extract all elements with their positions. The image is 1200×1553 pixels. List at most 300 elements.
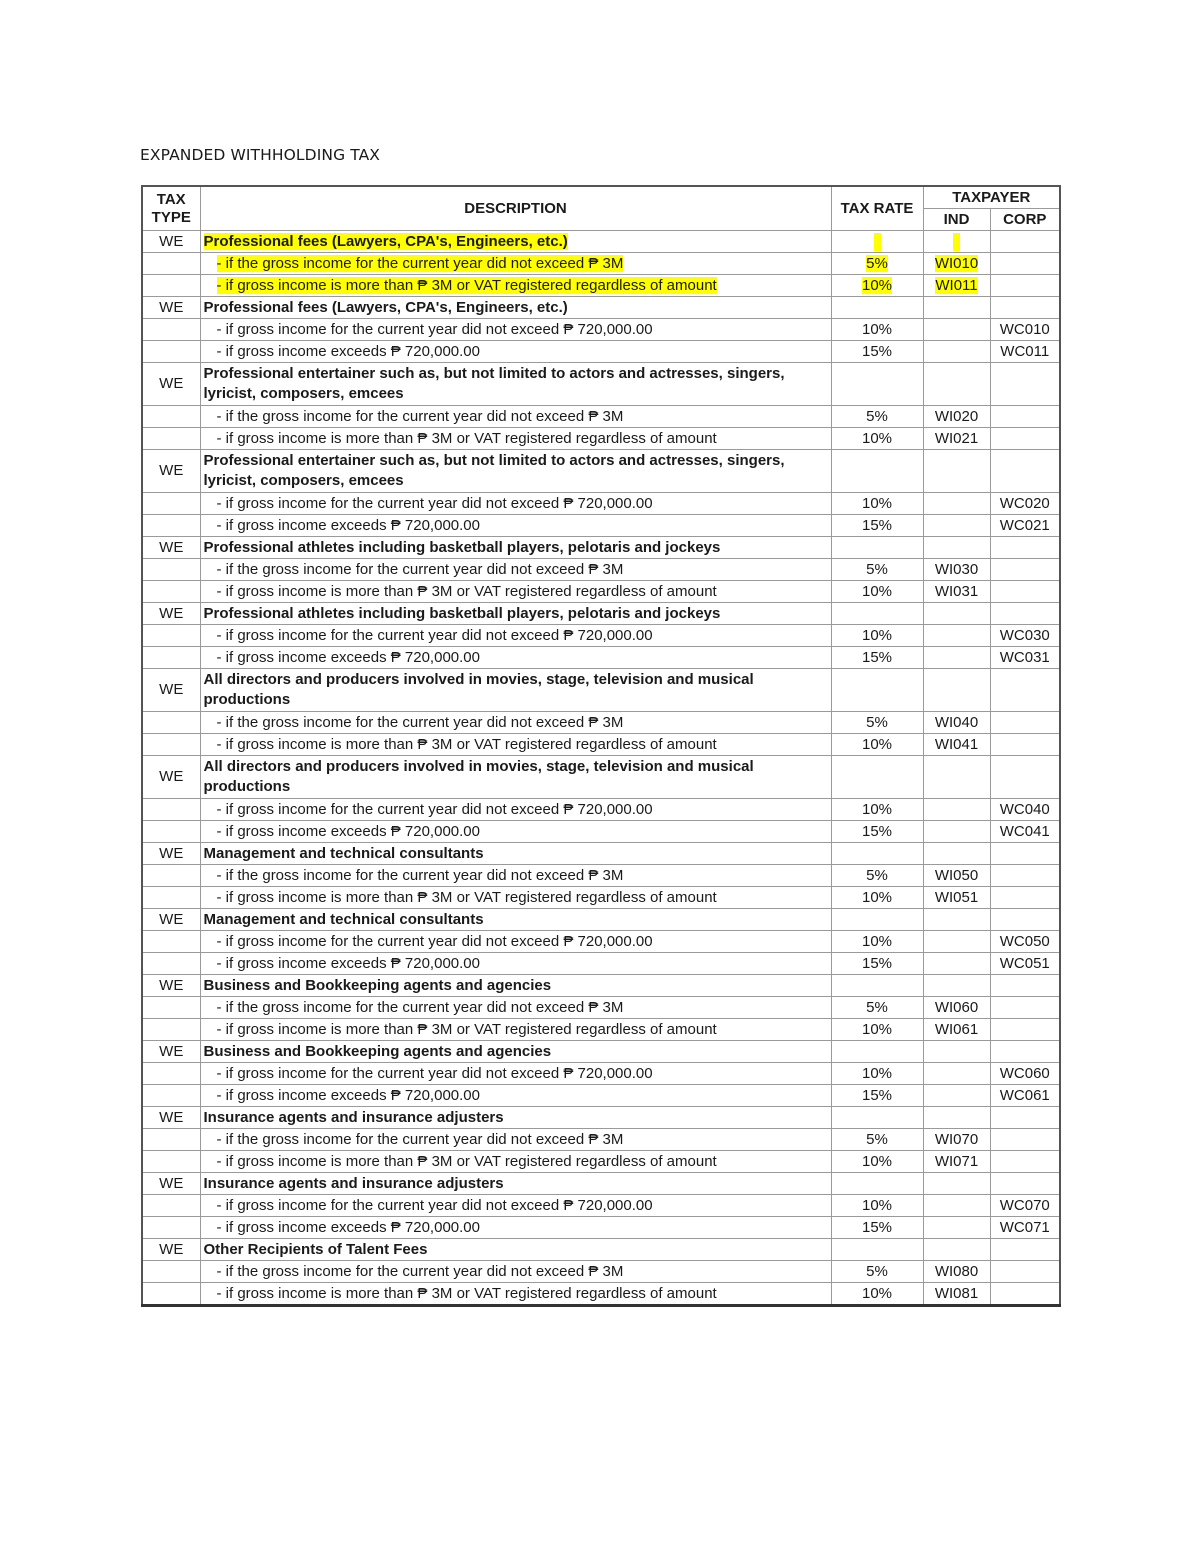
tax-rate-text: 10% [861,494,893,512]
description-text: - if gross income is more than ₱ 3M or VAT registered regardless of amount [216,582,717,600]
corp-code-cell [990,669,1060,712]
corp-code-cell [990,647,1060,669]
table-row [142,756,1060,799]
description-text: - if gross income for the current year did not exceed ₱ 720,000.00 [216,494,653,512]
tax-rate-cell [831,997,923,1019]
corp-code-text: WC061 [999,1086,1050,1104]
description-text: - if the gross income for the current year did not exceed ₱ 3M [216,713,624,731]
tax-type-cell [142,931,200,953]
tax-type-cell [142,734,200,756]
ind-code-cell [923,799,990,821]
description-text: - if gross income is more than ₱ 3M or VAT registered regardless of amount [216,888,717,906]
corp-code-text: WC060 [999,1064,1050,1082]
corp-code-text: WC030 [999,626,1050,644]
tax-rate-text: 15% [861,822,893,840]
tax-type-text: WE [159,232,184,250]
corp-code-cell [990,1239,1060,1261]
corp-code-text: WC050 [999,932,1050,950]
description-cell [200,669,831,712]
tax-rate-text: 15% [861,1218,893,1236]
tax-rate-cell [831,1041,923,1063]
tax-type-cell [142,1151,200,1173]
tax-type-cell [142,821,200,843]
corp-code-text: WC010 [999,320,1050,338]
table-row [142,865,1060,887]
tax-rate-cell [831,1151,923,1173]
tax-type-cell [142,319,200,341]
tax-rate-text: 5% [866,407,888,425]
tax-rate-text: 5% [866,998,888,1016]
tax-type-cell [142,975,200,997]
description-cell [200,1195,831,1217]
ind-code-text: WI011 [935,276,978,294]
tax-rate-cell [831,1261,923,1283]
tax-type-cell [142,1173,200,1195]
ind-code-text: WI071 [934,1152,979,1170]
table-row [142,275,1060,297]
tax-rate-text: 15% [861,516,893,534]
corp-code-cell [990,909,1060,931]
ind-code-cell [923,821,990,843]
description-cell [200,537,831,559]
tax-type-cell [142,1195,200,1217]
tax-rate-text: 10% [861,735,893,753]
tax-rate-cell [831,712,923,734]
description-cell [200,1283,831,1306]
corp-code-cell [990,756,1060,799]
tax-type-cell [142,1019,200,1041]
header-tax-type: TAX TYPE [142,186,200,231]
ind-code-cell [923,756,990,799]
description-text: - if gross income is more than ₱ 3M or VAT registered regardless of amount [216,735,717,753]
table-row [142,887,1060,909]
tax-rate-cell [831,1107,923,1129]
tax-type-cell [142,1261,200,1283]
tax-rate-cell [831,625,923,647]
description-cell [200,975,831,997]
tax-rate-text: 10% [861,1064,893,1082]
ind-code-cell [923,1283,990,1306]
ind-code-cell [923,1063,990,1085]
tax-rate-cell [831,1063,923,1085]
tax-rate-cell [831,515,923,537]
tax-rate-text: 10% [861,582,893,600]
tax-type-cell [142,799,200,821]
tax-rate-cell [831,231,923,253]
document-title: EXPANDED WITHHOLDING TAX [140,146,380,164]
corp-code-cell [990,887,1060,909]
tax-type-cell [142,253,200,275]
description-text: - if gross income is more than ₱ 3M or VAT registered regardless of amount [216,1152,717,1170]
description-cell [200,1085,831,1107]
description-text: - if the gross income for the current year did not exceed ₱ 3M [216,998,624,1016]
tax-type-cell [142,712,200,734]
tax-rate-cell [831,428,923,450]
ind-code-cell [923,712,990,734]
ind-code-cell [923,603,990,625]
tax-type-cell [142,231,200,253]
ind-code-text: WI051 [934,888,979,906]
ind-code-text: WI041 [934,735,979,753]
tax-rate-cell [831,887,923,909]
tax-type-text: WE [159,910,184,928]
ind-code-cell [923,1261,990,1283]
description-cell [200,603,831,625]
ind-code-cell [923,865,990,887]
description-cell [200,581,831,603]
description-text: Professional fees (Lawyers, CPA's, Engineers, etc.) [203,298,568,316]
table-row [142,1129,1060,1151]
tax-rate-cell [831,909,923,931]
tax-rate-text: 5% [866,254,888,272]
ind-code-cell [923,363,990,406]
ind-code-text: WI021 [934,429,979,447]
ind-code-cell [923,975,990,997]
table-row [142,319,1060,341]
description-text: Professional athletes including basketball players, pelotaris and jockeys [203,604,721,622]
ind-code-cell [923,843,990,865]
tax-type-cell [142,1063,200,1085]
table-row [142,363,1060,406]
description-text: Professional athletes including basketball players, pelotaris and jockeys [203,538,721,556]
tax-type-cell [142,275,200,297]
tax-rate-text: 5% [866,866,888,884]
description-cell [200,559,831,581]
description-cell [200,843,831,865]
corp-code-cell [990,603,1060,625]
description-text: - if gross income for the current year did not exceed ₱ 720,000.00 [216,1196,653,1214]
table-row [142,1107,1060,1129]
corp-code-cell [990,953,1060,975]
corp-code-cell [990,319,1060,341]
ind-code-cell [923,931,990,953]
description-cell [200,341,831,363]
tax-rate-cell [831,1085,923,1107]
tax-type-text: WE [159,1042,184,1060]
tax-type-cell [142,297,200,319]
tax-rate-text: 10% [861,626,893,644]
tax-rate-cell [831,799,923,821]
description-cell [200,887,831,909]
ind-code-cell [923,1085,990,1107]
tax-type-cell [142,1129,200,1151]
tax-rate-text: 10% [861,1196,893,1214]
ind-code-text: WI030 [934,560,979,578]
description-cell [200,1107,831,1129]
table-row [142,1261,1060,1283]
tax-type-cell [142,428,200,450]
tax-rate-cell [831,581,923,603]
tax-type-text: WE [159,462,184,479]
tax-rate-text: 10% [861,276,893,294]
ind-code-text: WI050 [934,866,979,884]
description-cell [200,297,831,319]
tax-type-text: WE [159,768,184,785]
tax-type-cell [142,406,200,428]
table-row [142,669,1060,712]
table-row [142,450,1060,493]
ind-code-cell [923,1019,990,1041]
table-row [142,799,1060,821]
tax-rate-text: 10% [861,1020,893,1038]
description-cell [200,997,831,1019]
description-cell [200,515,831,537]
tax-type-cell [142,909,200,931]
description-cell [200,231,831,253]
corp-code-cell [990,231,1060,253]
tax-rate-cell [831,734,923,756]
ind-code-cell [923,953,990,975]
corp-code-cell [990,712,1060,734]
description-cell [200,275,831,297]
ind-code-text: WI040 [934,713,979,731]
tax-rate-cell [831,1129,923,1151]
highlight-mark [874,233,881,251]
tax-type-cell [142,1085,200,1107]
tax-rate-cell [831,865,923,887]
table-row [142,603,1060,625]
corp-code-cell [990,997,1060,1019]
ind-code-cell [923,1107,990,1129]
description-text: Other Recipients of Talent Fees [203,1240,428,1258]
description-cell [200,931,831,953]
table-row [142,843,1060,865]
ind-code-cell [923,625,990,647]
corp-code-cell [990,734,1060,756]
description-cell [200,1041,831,1063]
description-cell [200,799,831,821]
description-text: - if the gross income for the current year did not exceed ₱ 3M [216,407,624,425]
ind-code-cell [923,997,990,1019]
corp-code-text: WC040 [999,800,1050,818]
ind-code-cell [923,253,990,275]
description-text: - if gross income is more than ₱ 3M or VAT registered regardless of amount [216,429,717,447]
ind-code-cell [923,231,990,253]
tax-type-cell [142,647,200,669]
ind-code-cell [923,1151,990,1173]
header-description: DESCRIPTION [200,186,831,231]
tax-rate-cell [831,363,923,406]
tax-type-text: WE [159,298,184,316]
ind-code-cell [923,909,990,931]
corp-code-cell [990,625,1060,647]
corp-code-cell [990,1261,1060,1283]
description-text: - if gross income for the current year did not exceed ₱ 720,000.00 [216,932,653,950]
tax-rate-cell [831,953,923,975]
corp-code-text: WC051 [999,954,1050,972]
tax-rate-text: 5% [866,1262,888,1280]
corp-code-cell [990,821,1060,843]
tax-rate-text: 10% [861,932,893,950]
description-cell [200,1173,831,1195]
tax-type-cell [142,1041,200,1063]
ind-code-text: WI070 [934,1130,979,1148]
description-text: Professional entertainer such as, but not limited to actors and actresses, singers, lyricist, composers, emcees [203,452,785,489]
table-row [142,297,1060,319]
table-row [142,975,1060,997]
corp-code-text: WC011 [1000,342,1050,360]
ind-code-cell [923,887,990,909]
tax-rate-text: 15% [861,648,893,666]
tax-rate-text: 10% [861,1284,893,1302]
table-row [142,493,1060,515]
ind-code-cell [923,341,990,363]
description-cell [200,734,831,756]
corp-code-cell [990,1063,1060,1085]
ind-code-cell [923,319,990,341]
description-cell [200,406,831,428]
tax-type-cell [142,581,200,603]
ind-code-cell [923,537,990,559]
description-text: - if the gross income for the current year did not exceed ₱ 3M [216,1262,624,1280]
tax-type-cell [142,559,200,581]
tax-type-text: WE [159,538,184,556]
table-row [142,931,1060,953]
withholding-tax-table [141,185,1061,1307]
description-text: - if the gross income for the current year did not exceed ₱ 3M [216,254,624,272]
table-row [142,341,1060,363]
tax-type-text: WE [159,976,184,994]
tax-type-cell [142,515,200,537]
ind-code-cell [923,1129,990,1151]
table-row [142,821,1060,843]
table-row [142,953,1060,975]
description-cell [200,625,831,647]
tax-type-cell [142,1283,200,1306]
description-text: - if gross income exceeds ₱ 720,000.00 [216,516,480,534]
description-cell [200,865,831,887]
table-row [142,231,1060,253]
description-text: - if the gross income for the current year did not exceed ₱ 3M [216,560,624,578]
tax-rate-cell [831,1173,923,1195]
description-text: - if gross income exceeds ₱ 720,000.00 [216,342,480,360]
corp-code-cell [990,1019,1060,1041]
corp-code-cell [990,581,1060,603]
description-text: All directors and producers involved in movies, stage, television and musical productions [203,671,754,708]
description-cell [200,821,831,843]
description-cell [200,756,831,799]
ind-code-cell [923,406,990,428]
corp-code-cell [990,1129,1060,1151]
ind-code-text: WI010 [934,254,979,272]
tax-rate-cell [831,843,923,865]
ind-code-text: WI061 [934,1020,979,1038]
ind-code-cell [923,1239,990,1261]
description-cell [200,1239,831,1261]
tax-type-text: WE [159,844,184,862]
ind-code-cell [923,581,990,603]
ind-code-cell [923,450,990,493]
table-row [142,537,1060,559]
tax-type-text: WE [159,1240,184,1258]
description-cell [200,953,831,975]
description-cell [200,1261,831,1283]
tax-type-cell [142,1239,200,1261]
table-row [142,1041,1060,1063]
description-text: Professional entertainer such as, but not limited to actors and actresses, singers, lyricist, composers, emcees [203,365,785,402]
ind-code-cell [923,428,990,450]
header-taxpayer: TAXPAYER [923,186,1060,209]
corp-code-cell [990,1195,1060,1217]
tax-type-cell [142,669,200,712]
description-text: - if gross income exceeds ₱ 720,000.00 [216,648,480,666]
tax-rate-cell [831,559,923,581]
tax-type-cell [142,537,200,559]
ind-code-text: WI020 [934,407,979,425]
corp-code-cell [990,931,1060,953]
ind-code-cell [923,275,990,297]
table-row [142,734,1060,756]
table-row [142,1151,1060,1173]
tax-rate-text: 5% [866,560,888,578]
description-cell [200,1151,831,1173]
corp-code-text: WC021 [999,516,1050,534]
description-text: Business and Bookkeeping agents and agencies [203,1042,552,1060]
tax-type-text: WE [159,375,184,392]
tax-rate-cell [831,1239,923,1261]
tax-rate-cell [831,975,923,997]
table-row [142,1085,1060,1107]
tax-rate-cell [831,647,923,669]
description-text: Business and Bookkeeping agents and agencies [203,976,552,994]
description-cell [200,450,831,493]
corp-code-cell [990,975,1060,997]
description-text: - if the gross income for the current year did not exceed ₱ 3M [216,866,624,884]
description-text: - if gross income for the current year did not exceed ₱ 720,000.00 [216,1064,653,1082]
table-row [142,581,1060,603]
header-ind: IND [923,209,990,231]
corp-code-cell [990,1041,1060,1063]
description-text: - if gross income exceeds ₱ 720,000.00 [216,1086,480,1104]
tax-rate-cell [831,1283,923,1306]
tax-rate-cell [831,669,923,712]
ind-code-cell [923,297,990,319]
table-row [142,1283,1060,1306]
tax-rate-text: 15% [861,342,893,360]
table-row [142,909,1060,931]
tax-type-cell [142,1107,200,1129]
corp-code-cell [990,515,1060,537]
corp-code-cell [990,493,1060,515]
description-text: Professional fees (Lawyers, CPA's, Engineers, etc.) [203,232,568,250]
description-cell [200,1019,831,1041]
corp-code-cell [990,406,1060,428]
tax-type-text: WE [159,1174,184,1192]
description-text: - if gross income is more than ₱ 3M or VAT registered regardless of amount [216,1284,717,1302]
tax-rate-text: 10% [861,888,893,906]
description-cell [200,428,831,450]
ind-code-cell [923,1041,990,1063]
tax-type-cell [142,953,200,975]
header-tax-rate: TAX RATE [831,186,923,231]
description-cell [200,253,831,275]
table-row [142,559,1060,581]
tax-rate-cell [831,253,923,275]
corp-code-text: WC041 [999,822,1050,840]
table-row [142,1019,1060,1041]
corp-code-cell [990,843,1060,865]
description-text: - if gross income exceeds ₱ 720,000.00 [216,1218,480,1236]
ind-code-cell [923,559,990,581]
corp-code-cell [990,363,1060,406]
tax-type-text: WE [159,1108,184,1126]
tax-type-cell [142,625,200,647]
tax-rate-text: 15% [861,1086,893,1104]
description-text: Management and technical consultants [203,844,484,862]
description-text: All directors and producers involved in movies, stage, television and musical productions [203,758,754,795]
description-text: - if gross income for the current year did not exceed ₱ 720,000.00 [216,626,653,644]
tax-rate-cell [831,275,923,297]
